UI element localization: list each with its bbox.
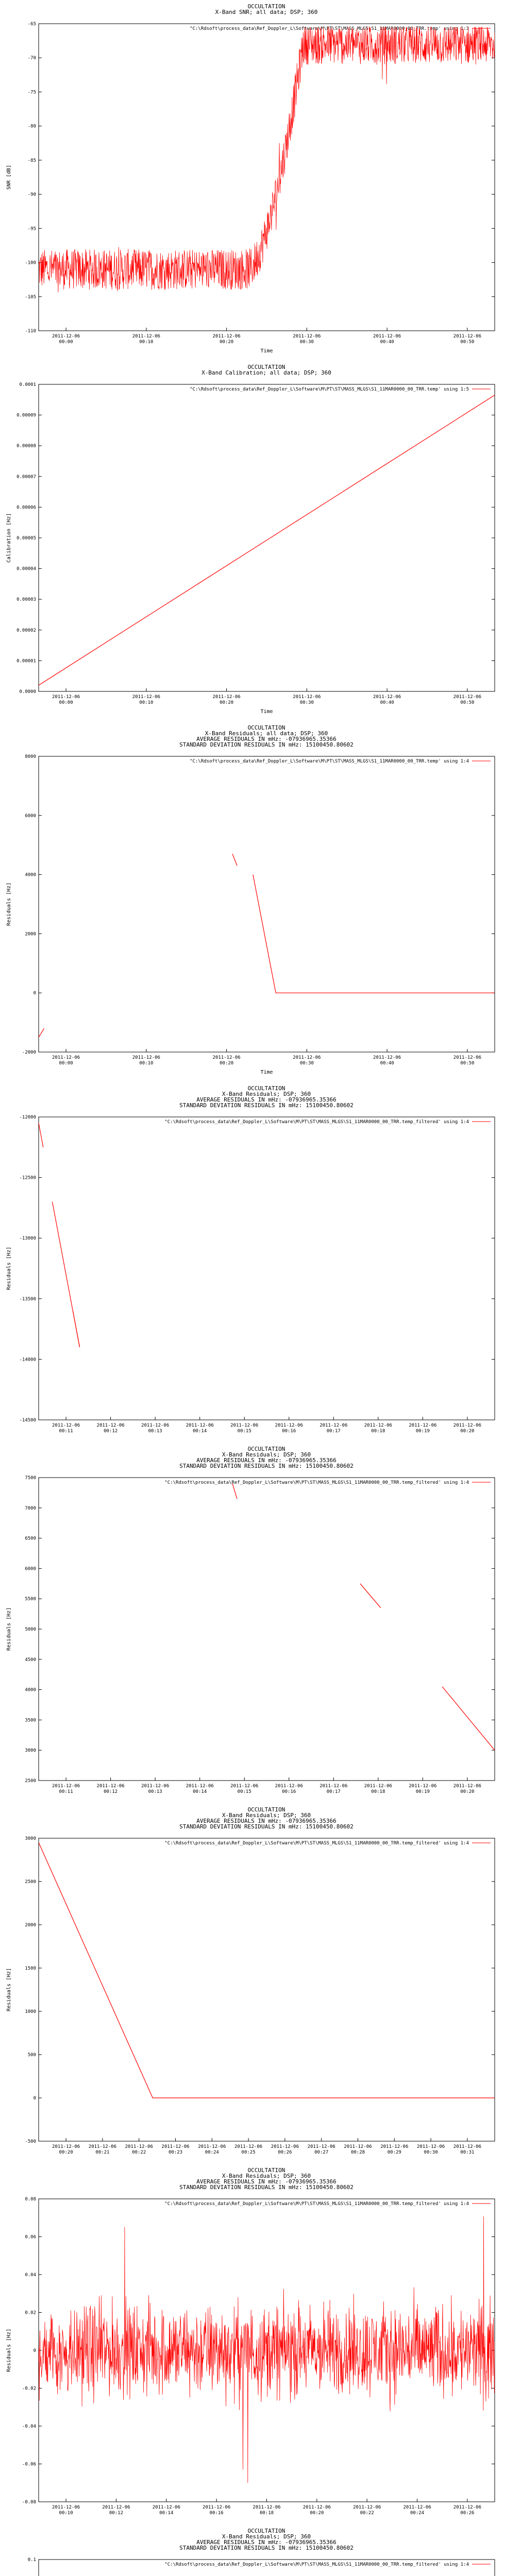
legend-label: "C:\Rdsoft\process_data\Ref_Doppler_L\Software\M\PT\ST\MASS_MLGS\S1_11MAR0000_00_TRR.temp_filtered' using 1:4: [164, 1480, 469, 1485]
chart-subtitle: X-Band Residuals; DSP; 360: [222, 2173, 311, 2179]
x-tick-label: 2011-12-06: [52, 334, 80, 339]
x-tick-label: 2011-12-06: [453, 334, 481, 339]
x-tick-label: 2011-12-06: [212, 1055, 241, 1060]
plot-frame: [39, 384, 495, 691]
x-tick-label: 00:11: [59, 1789, 73, 1794]
chart-svg-8: [0, 2524, 505, 2576]
chart-subtitle: AVERAGE RESIDUALS IN mHz: -07936965.35366: [196, 2539, 336, 2546]
x-tick-label: 00:16: [282, 1429, 296, 1434]
chart-subtitle: STANDARD DEVIATION RESIDUALS IN mHz: 15100450.80602: [179, 1463, 354, 1469]
x-tick-label: 2011-12-06: [52, 1055, 80, 1060]
chart-svg-1: [0, 0, 505, 361]
legend-label: "C:\Rdsoft\process_data\Ref_Doppler_L\Software\M\PT\ST\MASS_MLGS\S1_11MAR0000_00_TRR.temp' using 1:4: [190, 759, 469, 764]
x-tick-label: 00:12: [104, 1789, 118, 1794]
chart-panel-2: [0, 361, 505, 721]
x-tick-label: 00:20: [220, 1061, 234, 1066]
chart-subtitle: STANDARD DEVIATION RESIDUALS IN mHz: 15100450.80602: [179, 741, 354, 748]
x-tick-label: 2011-12-06: [453, 694, 481, 700]
x-tick-label: 2011-12-06: [52, 1423, 80, 1428]
y-tick-label: -70: [27, 56, 36, 61]
y-tick-label: -13500: [19, 1296, 36, 1302]
x-tick-label: 2011-12-06: [141, 1784, 170, 1789]
chart-subtitle: X-Band Residuals; DSP; 360: [222, 2533, 311, 2540]
y-tick-label: -12000: [19, 1115, 36, 1120]
x-tick-label: 00:20: [220, 700, 234, 705]
x-tick-label: 2011-12-06: [293, 694, 321, 700]
x-tick-label: 2011-12-06: [125, 2144, 153, 2149]
series-line-segment: [39, 1123, 43, 1147]
y-tick-label: 0.08: [25, 2197, 36, 2202]
y-tick-label: -13000: [19, 1236, 36, 1242]
x-tick-label: 00:29: [387, 2150, 401, 2155]
x-tick-label: 2011-12-06: [186, 1784, 214, 1789]
x-tick-label: 2011-12-06: [302, 2505, 331, 2510]
x-tick-label: 2011-12-06: [417, 2144, 445, 2149]
plot-frame: [39, 1117, 495, 1420]
y-tick-label: 0.02: [25, 2310, 36, 2316]
x-tick-label: 00:15: [237, 1429, 251, 1434]
y-tick-label: -80: [27, 124, 36, 129]
chart-subtitle: X-Band SNR; all data; DSP; 360: [215, 9, 318, 15]
x-tick-label: 00:20: [460, 1429, 475, 1434]
x-tick-label: 2011-12-06: [52, 2144, 80, 2149]
y-tick-label: 500: [27, 2053, 36, 2058]
y-tick-label: -14500: [19, 1418, 36, 1423]
chart-subtitle: STANDARD DEVIATION RESIDUALS IN mHz: 15100450.80602: [179, 1102, 354, 1109]
x-tick-label: 2011-12-06: [96, 1784, 125, 1789]
x-tick-label: 00:10: [139, 340, 154, 345]
series-line-segment: [73, 1311, 79, 1347]
y-tick-label: -0.08: [22, 2500, 36, 2505]
x-tick-label: 00:30: [299, 700, 314, 705]
y-tick-label: -0.04: [22, 2424, 36, 2429]
series-line-segment: [39, 395, 495, 685]
chart-subtitle: AVERAGE RESIDUALS IN mHz: -07936965.35366: [196, 1818, 336, 1824]
y-tick-label: 0.0000: [19, 689, 36, 694]
y-axis-label: Residuals [Hz]: [6, 1246, 12, 1291]
x-tick-label: 2011-12-06: [373, 1055, 401, 1060]
series-line-segment: [39, 1028, 44, 1037]
x-tick-label: 00:25: [241, 2150, 256, 2155]
y-tick-label: 5500: [25, 1597, 36, 1602]
x-tick-label: 2011-12-06: [373, 694, 401, 700]
x-tick-label: 00:19: [415, 1789, 430, 1794]
y-tick-label: 2000: [25, 1923, 36, 1928]
chart-svg-2: [0, 361, 505, 721]
legend-label: "C:\Rdsoft\process_data\Ref_Doppler_L\Software\M\PT\ST\MASS_MLGS\S1_11MAR0000_00_TRR.temp_filtered' using 1:4: [164, 1120, 469, 1125]
x-tick-label: 00:20: [460, 1789, 475, 1794]
x-tick-label: 2011-12-06: [307, 2144, 335, 2149]
x-tick-label: 2011-12-06: [453, 1784, 481, 1789]
x-tick-label: 00:14: [159, 2511, 174, 2516]
y-tick-label: 7500: [25, 1476, 36, 1481]
series-line-segment: [232, 854, 237, 866]
x-tick-label: 00:40: [380, 340, 394, 345]
chart-subtitle: AVERAGE RESIDUALS IN mHz: -07936965.35366: [196, 2178, 336, 2185]
x-tick-label: 2011-12-06: [230, 1784, 259, 1789]
x-tick-label: 2011-12-06: [152, 2505, 180, 2510]
x-tick-label: 2011-12-06: [380, 2144, 409, 2149]
x-tick-label: 00:11: [59, 1429, 73, 1434]
x-tick-label: 2011-12-06: [364, 1784, 392, 1789]
y-tick-label: 0.04: [25, 2273, 36, 2278]
y-tick-label: -100: [25, 260, 36, 266]
series-line-segment: [360, 1584, 381, 1608]
y-tick-label: 0: [33, 2096, 36, 2101]
x-tick-label: 2011-12-06: [252, 2505, 281, 2510]
y-axis-label: Residuals [Hz]: [6, 1607, 12, 1651]
chart-title: OCCULTATION: [247, 2528, 285, 2534]
y-tick-label: 0: [33, 991, 36, 996]
x-tick-label: 00:18: [259, 2511, 274, 2516]
y-tick-label: -500: [25, 2139, 36, 2144]
y-tick-label: -0.06: [22, 2462, 36, 2467]
x-tick-label: 00:10: [59, 2511, 73, 2516]
x-tick-label: 2011-12-06: [161, 2144, 190, 2149]
chart-panel-8: [0, 2524, 505, 2576]
x-tick-label: 00:10: [139, 1061, 154, 1066]
series-line: [39, 27, 495, 293]
legend-label: "C:\Rdsoft\process_data\Ref_Doppler_L\Software\M\PT\ST\MASS_MLGS\S1_11MAR0000_00_TRR.temp_filtered' using 1:4: [164, 2201, 469, 2207]
y-tick-label: -95: [27, 226, 36, 232]
x-axis-label: Time: [260, 348, 273, 354]
y-tick-label: 0.00001: [16, 658, 36, 664]
y-tick-label: 0.00006: [16, 505, 36, 511]
x-tick-label: 00:20: [59, 2150, 73, 2155]
x-tick-label: 00:13: [148, 1789, 162, 1794]
plot-frame: [39, 756, 495, 1052]
x-tick-label: 00:22: [132, 2150, 146, 2155]
x-tick-label: 00:16: [209, 2511, 224, 2516]
y-axis-label: Residuals [Hz]: [6, 882, 12, 926]
x-tick-label: 2011-12-06: [234, 2144, 263, 2149]
y-tick-label: -110: [25, 329, 36, 334]
chart-panel-6: [0, 1803, 505, 2164]
x-tick-label: 2011-12-06: [186, 1423, 214, 1428]
chart-subtitle: X-Band Residuals; DSP; 360: [222, 1091, 311, 1097]
x-tick-label: 00:21: [95, 2150, 110, 2155]
y-tick-label: 0.1: [27, 2557, 36, 2563]
x-tick-label: 00:40: [380, 700, 394, 705]
x-tick-label: 2011-12-06: [88, 2144, 116, 2149]
y-tick-label: 2500: [25, 1778, 36, 1784]
x-tick-label: 2011-12-06: [319, 1784, 348, 1789]
x-tick-label: 00:18: [371, 1429, 385, 1434]
x-tick-label: 00:26: [278, 2150, 292, 2155]
x-tick-label: 2011-12-06: [344, 2144, 372, 2149]
x-tick-label: 2011-12-06: [132, 1055, 160, 1060]
y-tick-label: 3000: [25, 1748, 36, 1754]
x-tick-label: 2011-12-06: [409, 1423, 437, 1428]
x-tick-label: 2011-12-06: [453, 1423, 481, 1428]
y-tick-label: 4000: [25, 872, 36, 878]
x-tick-label: 00:14: [193, 1789, 207, 1794]
chart-subtitle: X-Band Residuals; all data; DSP; 360: [205, 730, 328, 737]
x-tick-label: 00:15: [237, 1789, 251, 1794]
x-tick-label: 2011-12-06: [453, 2505, 481, 2510]
x-tick-label: 00:14: [193, 1429, 207, 1434]
x-tick-label: 2011-12-06: [293, 1055, 321, 1060]
y-tick-label: -75: [27, 90, 36, 95]
x-tick-label: 00:23: [168, 2150, 183, 2155]
plot-frame: [39, 1838, 495, 2141]
chart-subtitle: X-Band Residuals; DSP; 360: [222, 1812, 311, 1819]
y-tick-label: 3000: [25, 1836, 36, 1841]
x-tick-label: 2011-12-06: [409, 1784, 437, 1789]
y-tick-label: 0.06: [25, 2234, 36, 2240]
x-tick-label: 2011-12-06: [293, 334, 321, 339]
chart-subtitle: STANDARD DEVIATION RESIDUALS IN mHz: 15100450.80602: [179, 2184, 354, 2191]
chart-svg-7: [0, 2164, 505, 2524]
x-tick-label: 00:24: [205, 2150, 219, 2155]
x-tick-label: 2011-12-06: [132, 334, 160, 339]
y-tick-label: 0.00003: [16, 597, 36, 603]
x-tick-label: 00:27: [314, 2150, 329, 2155]
x-tick-label: 00:30: [424, 2150, 438, 2155]
x-tick-label: 2011-12-06: [203, 2505, 231, 2510]
x-axis-label: Time: [260, 709, 273, 715]
y-tick-label: 0.00002: [16, 628, 36, 633]
chart-title: OCCULTATION: [247, 1085, 285, 1092]
x-tick-label: 00:12: [109, 2511, 123, 2516]
x-tick-label: 00:00: [59, 340, 73, 345]
y-tick-label: 0.0001: [19, 382, 36, 387]
y-tick-label: -12500: [19, 1175, 36, 1181]
x-tick-label: 2011-12-06: [96, 1423, 125, 1428]
x-tick-label: 00:12: [104, 1429, 118, 1434]
y-tick-label: 1000: [25, 2009, 36, 2014]
y-axis-label: Residuals [Hz]: [6, 2328, 12, 2372]
chart-panel-4: [0, 1082, 505, 1443]
y-tick-label: 8000: [25, 754, 36, 759]
y-tick-label: 4500: [25, 1657, 36, 1663]
x-tick-label: 2011-12-06: [364, 1423, 392, 1428]
series-line: [39, 2216, 495, 2483]
x-tick-label: 00:17: [326, 1429, 341, 1434]
x-tick-label: 00:26: [460, 2511, 475, 2516]
x-tick-label: 2011-12-06: [373, 334, 401, 339]
x-tick-label: 00:28: [350, 2150, 365, 2155]
chart-title: OCCULTATION: [247, 3, 285, 10]
chart-subtitle: AVERAGE RESIDUALS IN mHz: -07936965.35366: [196, 736, 336, 742]
y-tick-label: 6000: [25, 813, 36, 819]
x-tick-label: 2011-12-06: [275, 1784, 303, 1789]
x-tick-label: 2011-12-06: [102, 2505, 130, 2510]
y-tick-label: 5000: [25, 1627, 36, 1632]
y-tick-label: -85: [27, 158, 36, 163]
chart-svg-4: [0, 1082, 505, 1443]
x-tick-label: 2011-12-06: [453, 1055, 481, 1060]
chart-title: OCCULTATION: [247, 1806, 285, 1813]
x-tick-label: 00:40: [380, 1061, 394, 1066]
y-tick-label: 0.00007: [16, 474, 36, 480]
legend-label: "C:\Rdsoft\process_data\Ref_Doppler_L\Software\M\PT\ST\MASS_MLGS\S1_11MAR0000_00_TRR.temp_filtered' using 1:4: [164, 1841, 469, 1846]
y-tick-label: 6000: [25, 1566, 36, 1572]
x-tick-label: 2011-12-06: [271, 2144, 299, 2149]
x-tick-label: 00:24: [410, 2511, 425, 2516]
x-tick-label: 00:50: [460, 340, 475, 345]
x-tick-label: 00:31: [460, 2150, 475, 2155]
y-tick-label: 6500: [25, 1536, 36, 1541]
plot-frame: [39, 24, 495, 331]
series-line-segment: [442, 1687, 495, 1751]
y-tick-label: -90: [27, 192, 36, 198]
x-tick-label: 00:18: [371, 1789, 385, 1794]
series-line-segment: [39, 1842, 495, 2098]
x-tick-label: 00:16: [282, 1789, 296, 1794]
x-tick-label: 00:30: [299, 1061, 314, 1066]
y-tick-label: 0: [33, 2348, 36, 2353]
legend-label: "C:\Rdsoft\process_data\Ref_Doppler_L\Software\M\PT\ST\MASS_MLGS\S1_11MAR0000_00_TRR.temp_filtered' using 1:4: [164, 2562, 469, 2567]
y-tick-label: 0.00008: [16, 444, 36, 449]
legend-label: "C:\Rdsoft\process_data\Ref_Doppler_L\Software\M\PT\ST\MASS_MLGS\S1_11MAR0000_00_TRR.temp' using 1:3: [190, 26, 469, 31]
x-tick-label: 2011-12-06: [453, 2144, 481, 2149]
chart-subtitle: STANDARD DEVIATION RESIDUALS IN mHz: 15100450.80602: [179, 1823, 354, 1830]
chart-svg-3: [0, 721, 505, 1082]
y-axis-label: SNR [dB]: [6, 164, 12, 190]
x-tick-label: 2011-12-06: [141, 1423, 170, 1428]
plot-frame: [39, 1478, 495, 1781]
y-tick-label: 3500: [25, 1718, 36, 1723]
y-tick-label: 7000: [25, 1505, 36, 1511]
chart-subtitle: X-Band Calibration; all data; DSP; 360: [201, 369, 331, 376]
x-tick-label: 2011-12-06: [198, 2144, 226, 2149]
x-tick-label: 2011-12-06: [212, 694, 241, 700]
chart-subtitle: AVERAGE RESIDUALS IN mHz: -07936965.35366: [196, 1096, 336, 1103]
y-tick-label: -14000: [19, 1357, 36, 1363]
y-tick-label: -65: [27, 22, 36, 27]
x-tick-label: 2011-12-06: [319, 1423, 348, 1428]
x-tick-label: 00:17: [326, 1789, 341, 1794]
chart-title: OCCULTATION: [247, 724, 285, 731]
y-tick-label: -2000: [22, 1050, 36, 1055]
x-tick-label: 00:22: [360, 2511, 374, 2516]
y-tick-label: 2500: [25, 1879, 36, 1885]
series-line-segment: [253, 875, 495, 993]
x-tick-label: 2011-12-06: [212, 334, 241, 339]
y-axis-label: Calibration [Hz]: [6, 513, 12, 563]
x-tick-label: 00:20: [220, 340, 234, 345]
y-tick-label: 4000: [25, 1687, 36, 1693]
chart-panel-5: [0, 1443, 505, 1803]
chart-panel-3: [0, 721, 505, 1082]
chart-title: OCCULTATION: [247, 364, 285, 370]
legend-label: "C:\Rdsoft\process_data\Ref_Doppler_L\Software\M\PT\ST\MASS_MLGS\S1_11MAR0000_00_TRR.temp' using 1:5: [190, 387, 469, 392]
x-tick-label: 2011-12-06: [52, 694, 80, 700]
x-tick-label: 00:50: [460, 1061, 475, 1066]
series-line-segment: [232, 1484, 237, 1499]
chart-subtitle: STANDARD DEVIATION RESIDUALS IN mHz: 15100450.80602: [179, 2545, 354, 2551]
chart-title: OCCULTATION: [247, 2167, 285, 2174]
chart-subtitle: AVERAGE RESIDUALS IN mHz: -07936965.35366: [196, 1457, 336, 1464]
x-tick-label: 00:10: [139, 700, 154, 705]
y-tick-label: -105: [25, 294, 36, 300]
x-tick-label: 00:19: [415, 1429, 430, 1434]
y-axis-label: Residuals [Hz]: [6, 1968, 12, 2012]
x-tick-label: 2011-12-06: [52, 2505, 80, 2510]
x-tick-label: 00:00: [59, 1061, 73, 1066]
x-tick-label: 2011-12-06: [230, 1423, 259, 1428]
chart-panel-7: [0, 2164, 505, 2524]
y-tick-label: 1500: [25, 1966, 36, 1971]
chart-svg-5: [0, 1443, 505, 1803]
y-tick-label: -0.02: [22, 2386, 36, 2392]
y-tick-label: 0.00009: [16, 413, 36, 418]
y-tick-label: 0.00005: [16, 536, 36, 541]
x-tick-label: 00:13: [148, 1429, 162, 1434]
y-tick-label: 0.00004: [16, 566, 36, 572]
chart-svg-6: [0, 1803, 505, 2164]
x-tick-label: 2011-12-06: [275, 1423, 303, 1428]
x-tick-label: 2011-12-06: [52, 1784, 80, 1789]
chart-subtitle: X-Band Residuals; DSP; 360: [222, 1451, 311, 1458]
x-tick-label: 00:50: [460, 700, 475, 705]
chart-title: OCCULTATION: [247, 1446, 285, 1452]
x-axis-label: Time: [260, 1070, 273, 1075]
x-tick-label: 00:30: [299, 340, 314, 345]
chart-panel-1: [0, 0, 505, 361]
x-tick-label: 2011-12-06: [403, 2505, 431, 2510]
x-tick-label: 00:20: [310, 2511, 324, 2516]
x-tick-label: 2011-12-06: [132, 694, 160, 700]
x-tick-label: 2011-12-06: [353, 2505, 381, 2510]
x-tick-label: 00:00: [59, 700, 73, 705]
y-tick-label: 2000: [25, 931, 36, 937]
